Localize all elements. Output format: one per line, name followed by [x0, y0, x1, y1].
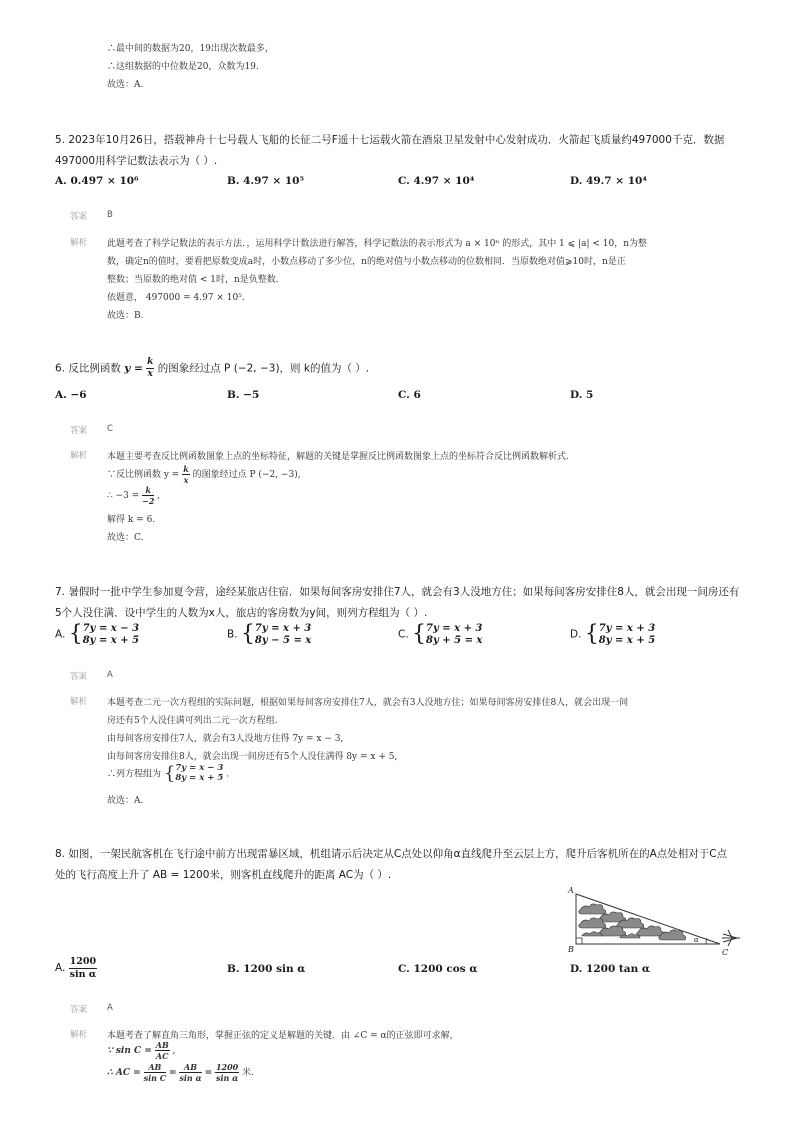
q7-analysis-line1: 本题考查二元一次方程组的实际问题，根据如果每间客房安排住7人，就会有3人没地方住；如果每间客房安排住8人，就会出现一间 [107, 698, 629, 708]
q7-answer-tag: 答案 [70, 672, 88, 682]
q6-option-c[interactable]: C. 6 [398, 389, 421, 401]
q8-option-c[interactable]: C. 1200 cos α [398, 963, 478, 975]
q6-analysis-line2: ∵反比例函数 y = $\frac{k}{x}$ 的图象经过点 P (−2, −3), [107, 464, 301, 485]
right-angle-mark [576, 938, 582, 944]
q6-analysis-line1: 本题主要考查反比例函数图象上点的坐标特征，解题的关键是掌握反比例函数图象上点的坐标符合反比例函数解析式. [107, 452, 569, 462]
q7-analysis-line2: 房还有5个人没住满可列出二元一次方程组. [107, 716, 278, 726]
q5-analysis-line5: 故选：B. [107, 311, 144, 321]
q6-analysis-fraction-2: $\frac{k}{-2}$ [142, 485, 155, 506]
q8-answer-value: A [107, 1003, 113, 1013]
q8-analysis-line1: 本题考查了解直角三角形，掌握正弦的定义是解题的关键．由 ∠C = α的正弦即可求解， [107, 1031, 459, 1041]
q7-option-c[interactable]: C. { 7y = x + 3 8y + 5 = x [398, 621, 483, 647]
q7-analysis-line3: 由每间客房安排住7人，就会有3人没地方住得 7y = x − 3, [107, 734, 344, 744]
q6-option-b[interactable]: B. −5 [227, 389, 260, 401]
q6-text-a: 6. 反比例函数 [55, 362, 121, 375]
q8-option-d[interactable]: D. 1200 tan α [570, 963, 650, 975]
q5-option-b[interactable]: B. 4.97 × 10⁵ [227, 175, 305, 187]
q5-text-line2: 497000用科学记数法表示为（ ）. [55, 155, 218, 167]
q7-text-line1: 7. 暑假时一批中学生参加夏令营，途经某旅店住宿．如果每间客房安排住7人，就会有3人没地方住；如果每间客房安排住8人，就会出现一间房还有 [55, 586, 740, 598]
storm-clouds [579, 904, 686, 940]
q6-y-eq: y = [124, 362, 143, 375]
q6-text [55, 358, 369, 379]
q5-answer-tag: 答案 [70, 212, 88, 222]
q8-text-line2: 处的飞行高度上升了 AB = 1200米，则客机直线爬升的距离 AC为（ ）. [55, 869, 392, 881]
label-a: A [568, 886, 574, 895]
label-b: B [568, 945, 574, 954]
q7-option-d[interactable]: D. { 7y = x + 3 8y = x + 5 [570, 621, 656, 647]
q5-analysis-line1: 此题考查了科学记数法的表示方法．，运用科学计数法进行解答，科学记数法的表示形式为 a × 10ⁿ 的形式，其中 1 ⩽ |a| < 10，n为整 [107, 239, 647, 249]
q8-analysis-tag: 解析 [70, 1030, 88, 1040]
q5-option-c[interactable]: C. 4.97 × 10⁴ [398, 175, 475, 187]
q5-text-line1: 5. 2023年10月26日，搭载神舟十七号载人飞船的长征二号F遥十七运载火箭在酒泉卫星发射中心发射成功．火箭起飞质量约497000千克．数据 [55, 134, 725, 146]
q5-analysis-line2: 数，确定n的值时，要看把原数变成a时，小数点移动了多少位，n的绝对值与小数点移动的位数相同．当原数绝对值⩾10时，n是正 [107, 257, 626, 267]
q6-analysis-line5: 故选：C. [107, 533, 144, 543]
q7-analysis-line4: 由每间客房安排住8人，就会出现一间房还有5个人没住满得 8y = x + 5, [107, 752, 398, 762]
q8-triangle-figure [560, 884, 746, 958]
q6-text-b: 的图象经过点 P (−2, −3)，则 k的值为（ ）. [157, 362, 370, 375]
q8-answer-tag: 答案 [70, 1005, 88, 1015]
q6-analysis-tag: 解析 [70, 451, 88, 461]
q7-option-b[interactable]: B. { 7y = x + 3 8y − 5 = x [227, 621, 312, 647]
q7-analysis-system: ∴列方程组为 { 7y = x − 3 8y = x + 5 . [107, 762, 230, 784]
q5-analysis-tag: 解析 [70, 238, 88, 248]
q6-analysis-line4: 解得 k = 6. [107, 515, 156, 525]
prev-line-2: ∴这组数据的中位数是20，众数为19. [107, 62, 259, 72]
q8-option-a[interactable]: A. $\frac{1200}{\text{sin α}}$ [55, 956, 97, 980]
q8-analysis-line3: ∴ AC = $\frac{AB}{\text{sin C}}$ = $\frac{AB}{\text{sin α}}$ = $\frac{1200}{\text{sin α}}$ 米. [107, 1062, 254, 1083]
q6-answer-tag: 答案 [70, 426, 88, 436]
q8-analysis-line2: ∵ sin C = $\frac{AB}{AC}$ , [107, 1040, 176, 1061]
q7-answer-value: A [107, 670, 113, 680]
q5-analysis-line3: 整数；当原数的绝对值 < 1时，n是负整数． [107, 275, 285, 285]
q8-option-b[interactable]: B. 1200 sin α [227, 963, 306, 975]
q7-analysis-choose: 故选：A. [107, 796, 144, 806]
airplane-icon [722, 930, 740, 946]
q7-text-line2: 5个人没住满．设中学生的人数为x人，旅店的客房数为y间，则列方程组为（ ）. [55, 607, 428, 619]
q6-fraction: $\frac{k}{x}$ [147, 357, 154, 379]
q7-analysis-tag: 解析 [70, 697, 88, 707]
label-alpha: α [694, 936, 699, 944]
q5-answer-value: B [107, 210, 113, 220]
prev-line-3: 故选：A. [107, 80, 144, 90]
q5-option-a[interactable]: A. 0.497 × 10⁶ [55, 175, 139, 187]
q5-analysis-line4: 依题意， 497000 = 4.97 × 10⁵． [107, 293, 251, 303]
q6-answer-value: C [107, 424, 113, 434]
q7-option-a[interactable]: A. { 7y = x − 3 8y = x + 5 [55, 621, 140, 647]
prev-line-1: ∴最中间的数据为20，19出现次数最多， [107, 44, 274, 54]
q6-option-a[interactable]: A. −6 [55, 389, 87, 401]
q6-analysis-line3: ∴ −3 = $\frac{k}{-2}$ , [107, 485, 161, 506]
q6-option-d[interactable]: D. 5 [570, 389, 594, 401]
q5-option-d[interactable]: D. 49.7 × 10⁴ [570, 175, 647, 187]
q6-analysis-fraction: $\frac{k}{x}$ [183, 464, 189, 485]
label-c: C [722, 948, 729, 957]
q8-text-line1: 8. 如图，一架民航客机在飞行途中前方出现雷暴区域，机组请示后决定从C点处以仰角α直线爬升至云层上方，爬升后客机所在的A点处相对于C点 [55, 848, 728, 860]
